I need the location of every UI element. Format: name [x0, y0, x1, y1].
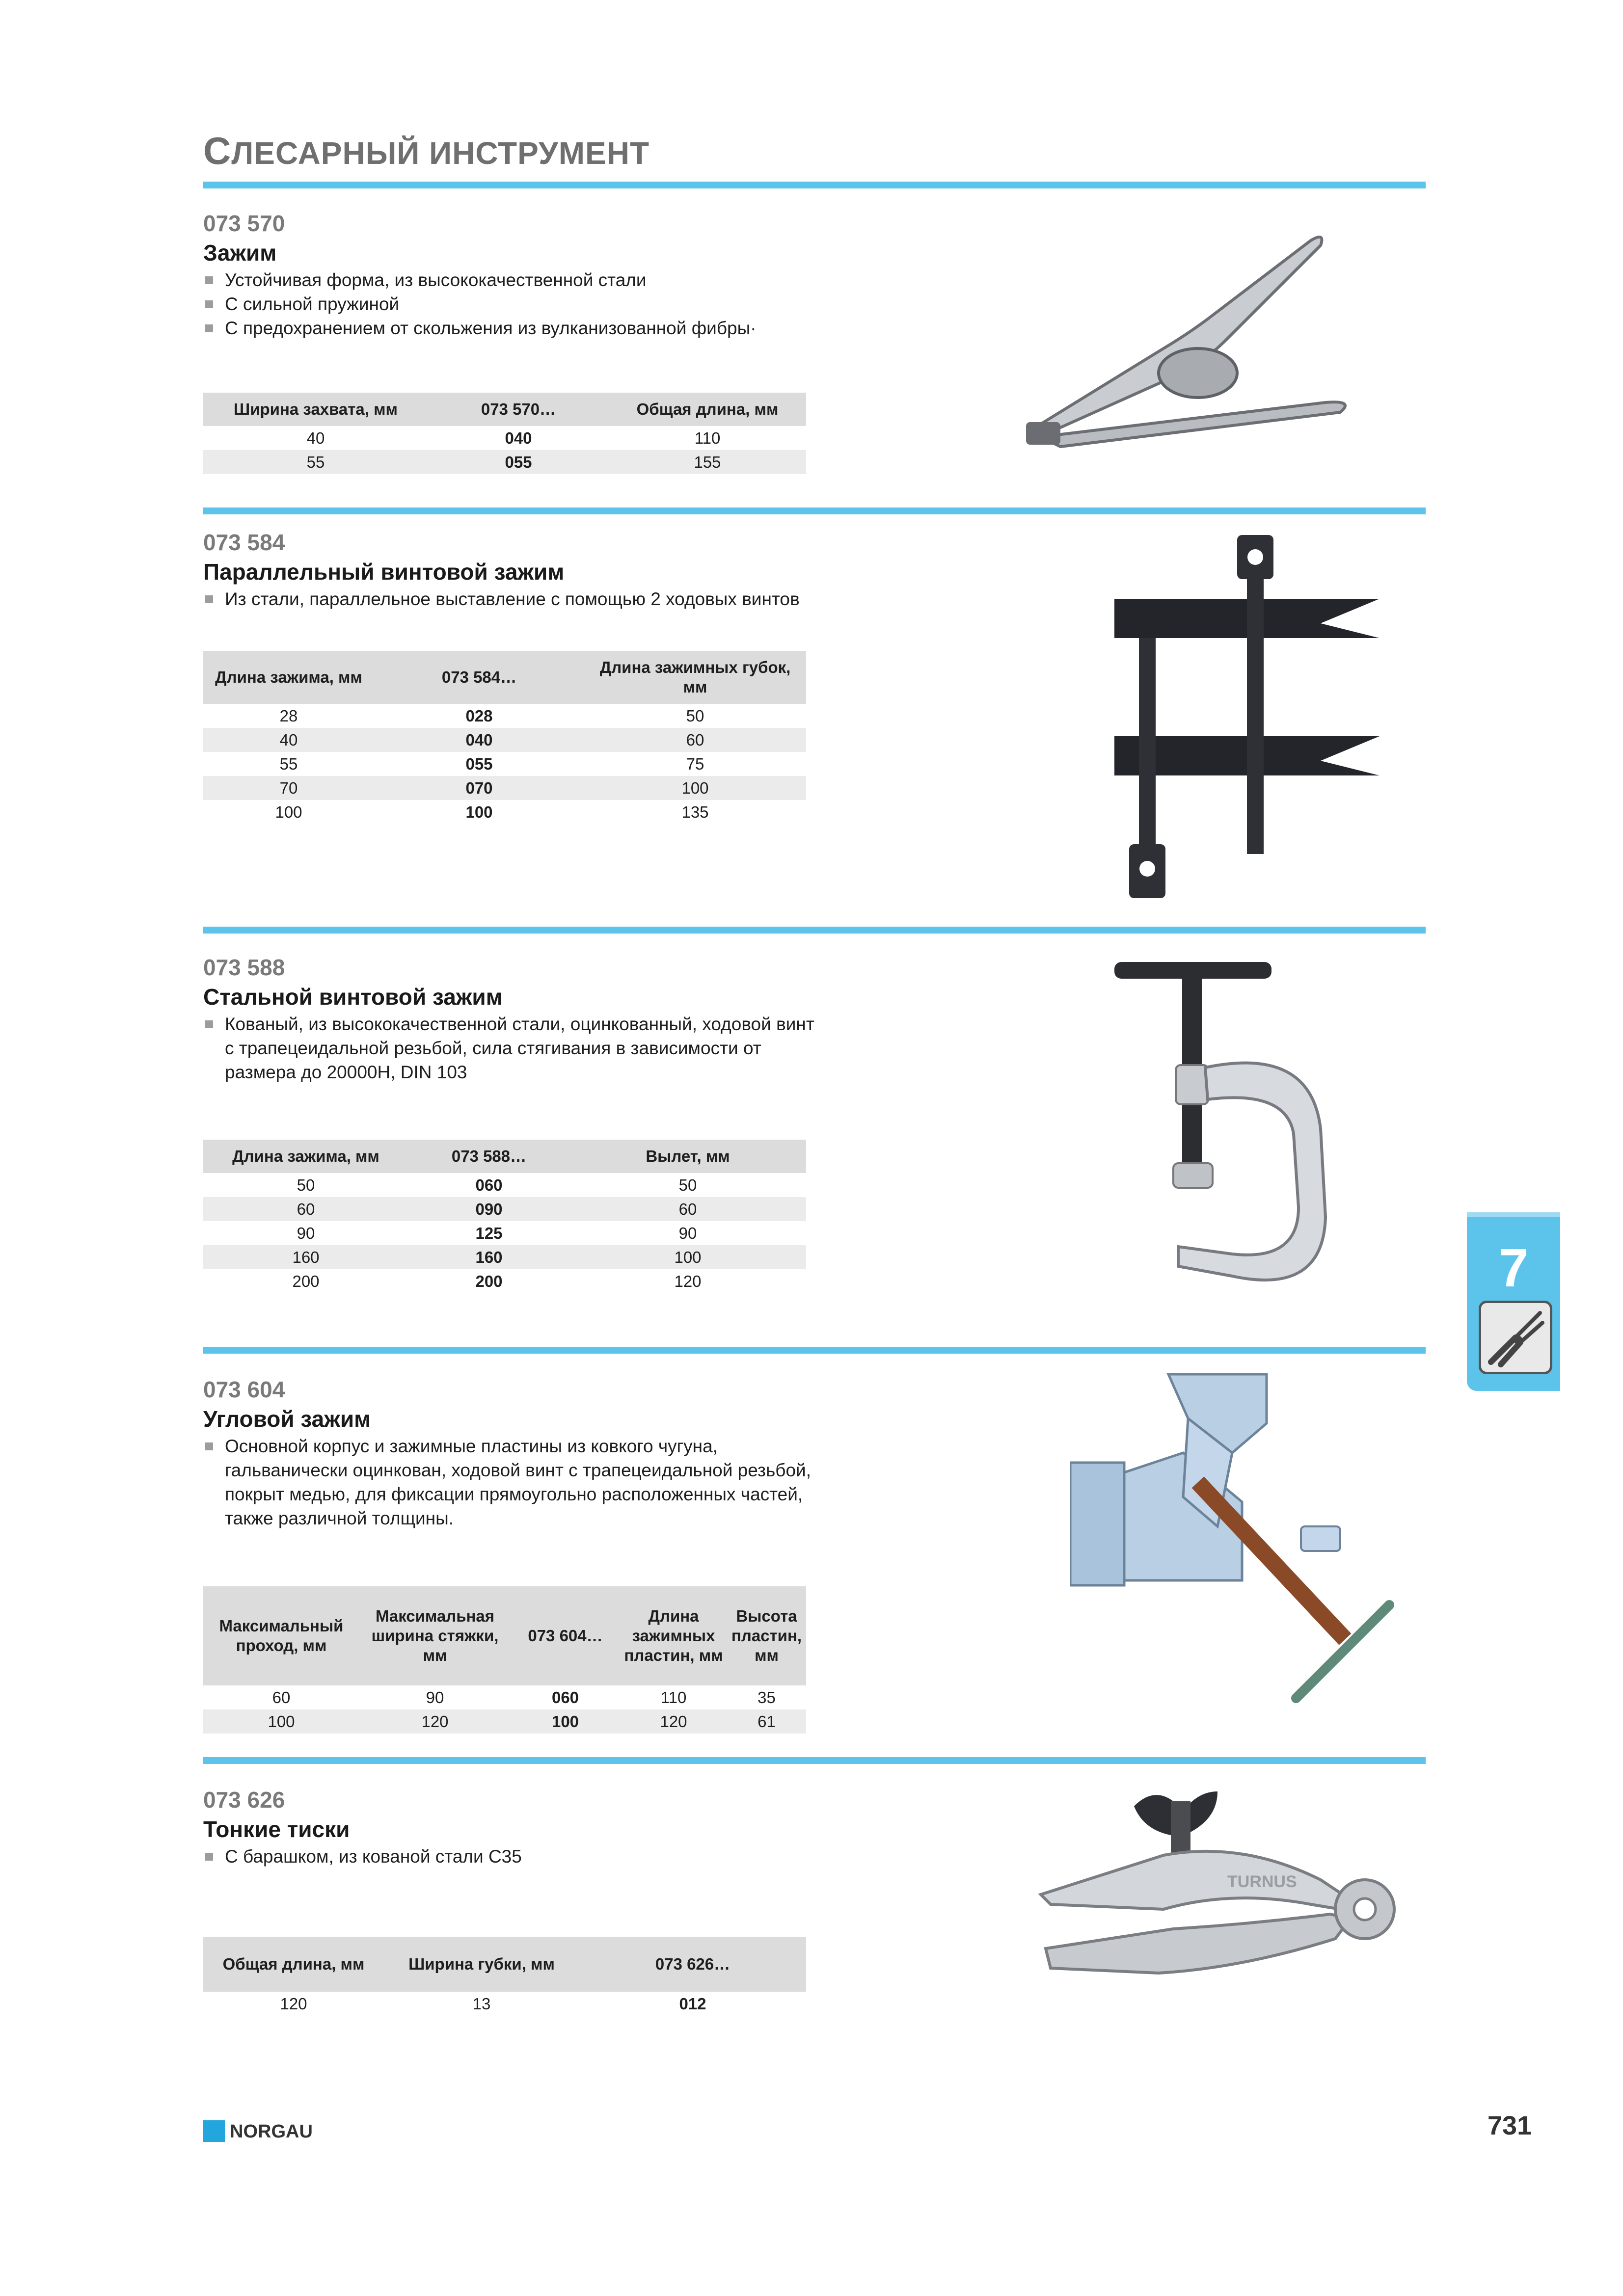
chapter-tab-edge [1467, 1212, 1560, 1217]
column-header: 073 588… [408, 1140, 569, 1173]
column-header: Общая длина, мм [609, 393, 806, 426]
table-cell: 60 [272, 1688, 291, 1707]
c-clamp-image [1105, 942, 1360, 1325]
product-code: 073 604 [203, 1377, 285, 1402]
spec-table [203, 1140, 806, 1293]
corner-clamp-image [1070, 1364, 1404, 1737]
spring-clamp-image [1021, 226, 1365, 452]
feature-list [203, 1844, 940, 1869]
table-cell: 90 [678, 1224, 697, 1242]
feature-item: Основной корпус и зажимные пластины из ковкого чугуна, гальванически оцинкован, ходовой винт с трапецеидальной резьбой, покрыт медью, для фиксации прямоугольно расположенных частей, также различной толщины. [203, 1434, 822, 1530]
feature-item: С барашком, из кованой стали С35 [203, 1844, 940, 1869]
brand-stamp: TURNUS [1227, 1872, 1297, 1891]
column-header: 073 570… [428, 393, 609, 426]
section-divider [203, 507, 1426, 514]
table-cell: 120 [674, 1272, 702, 1290]
table-cell: 040 [374, 728, 584, 752]
column-header: Длина зажима, мм [203, 651, 374, 704]
column-header: 073 604… [511, 1586, 620, 1685]
table-cell: 55 [203, 450, 428, 474]
table-cell: 110 [694, 428, 721, 447]
table-cell: 090 [408, 1197, 569, 1221]
table-row [203, 1221, 806, 1245]
hand-vise-image [1036, 1782, 1409, 2017]
brand-logo-mark [203, 2120, 225, 2142]
table-cell: 040 [505, 428, 532, 447]
column-header: Максимальный проход, мм [203, 1586, 359, 1685]
table-row [203, 1685, 806, 1709]
table-row [203, 1709, 806, 1734]
table-cell: 50 [678, 1175, 697, 1194]
page-number: 731 [1488, 2111, 1532, 2140]
table-cell: 125 [475, 1224, 503, 1242]
table-cell: 070 [374, 776, 584, 800]
table-row [203, 426, 806, 450]
feature-list [203, 268, 940, 340]
page-title: СЛЕСАРНЫЙ ИНСТРУМЕНТ [203, 129, 650, 172]
table-cell: 90 [297, 1224, 315, 1242]
table-cell: 60 [203, 1197, 408, 1221]
table-cell: 200 [475, 1272, 503, 1290]
table-row [203, 728, 806, 752]
table-cell: 40 [306, 428, 325, 447]
table-cell: 160 [203, 1245, 408, 1269]
table-cell: 60 [569, 1197, 806, 1221]
table-cell: 110 [660, 1688, 687, 1707]
table-row [203, 1197, 806, 1221]
table-cell: 012 [679, 1994, 706, 2013]
table-cell: 40 [203, 728, 374, 752]
feature-item: С сильной пружиной [203, 292, 940, 316]
table-row [203, 1269, 806, 1293]
table-cell: 060 [551, 1688, 579, 1707]
table-cell: 028 [465, 706, 493, 725]
spec-table [203, 651, 806, 824]
table-cell: 060 [475, 1175, 503, 1194]
table-cell: 100 [569, 1245, 806, 1269]
table-cell: 100 [203, 1709, 359, 1734]
table-cell: 35 [757, 1688, 776, 1707]
parallel-clamp-image [1114, 530, 1389, 913]
table-cell: 100 [511, 1709, 620, 1734]
table-cell: 100 [584, 776, 806, 800]
product-code: 073 588 [203, 955, 285, 980]
table-cell: 75 [686, 754, 704, 773]
table-cell: 120 [620, 1709, 727, 1734]
table-cell: 28 [279, 706, 298, 725]
table-row [203, 1173, 806, 1197]
column-header: Длина зажимных губок, мм [584, 651, 806, 704]
product-code: 073 626 [203, 1787, 285, 1813]
pliers-icon [1479, 1301, 1552, 1374]
product-name: Стальной винтовой зажим [203, 984, 503, 1010]
feature-item: С предохранением от скольжения из вулканизованной фибры· [203, 316, 940, 340]
table-cell: 055 [428, 450, 609, 474]
table-row [203, 800, 806, 824]
table-row [203, 450, 806, 474]
table-cell: 120 [359, 1709, 511, 1734]
feature-list [203, 1012, 822, 1084]
spec-table [203, 1937, 806, 2016]
table-row [203, 1992, 806, 2016]
table-row [203, 1245, 806, 1269]
column-header: Ширина губки, мм [384, 1937, 579, 1992]
feature-list [203, 1434, 822, 1530]
section-divider [203, 1347, 1426, 1354]
column-header: Общая длина, мм [203, 1937, 384, 1992]
feature-list [203, 587, 940, 611]
section-divider [203, 927, 1426, 934]
column-header: Ширина захвата, мм [203, 393, 428, 426]
table-cell: 55 [279, 754, 298, 773]
chapter-number: 7 [1498, 1238, 1529, 1298]
table-cell: 90 [426, 1688, 444, 1707]
product-name: Зажим [203, 240, 277, 266]
table-cell: 50 [297, 1175, 315, 1194]
table-row [203, 752, 806, 776]
column-header: 073 584… [374, 651, 584, 704]
table-row [203, 704, 806, 728]
spec-table [203, 1586, 806, 1734]
table-cell: 155 [609, 450, 806, 474]
column-header: Максимальная ширина стяжки, мм [359, 1586, 511, 1685]
table-cell: 135 [681, 802, 709, 821]
column-header: Длина зажима, мм [203, 1140, 408, 1173]
feature-item: Из стали, параллельное выставление с помощью 2 ходовых винтов [203, 587, 940, 611]
table-cell: 100 [465, 802, 493, 821]
product-name: Тонкие тиски [203, 1816, 350, 1842]
column-header: 073 626… [579, 1937, 806, 1992]
column-header: Вылет, мм [569, 1140, 806, 1173]
table-cell: 70 [203, 776, 374, 800]
header-rule [203, 182, 1426, 188]
table-cell: 055 [465, 754, 493, 773]
product-name: Угловой зажим [203, 1406, 371, 1432]
table-row [203, 776, 806, 800]
table-cell: 200 [292, 1272, 320, 1290]
table-cell: 100 [275, 802, 302, 821]
product-code: 073 584 [203, 530, 285, 555]
table-cell: 13 [472, 1994, 491, 2013]
table-cell: 120 [280, 1994, 307, 2013]
product-name: Параллельный винтовой зажим [203, 559, 565, 585]
feature-item: Устойчивая форма, из высококачественной стали [203, 268, 940, 292]
feature-item: Кованый, из высококачественной стали, оцинкованный, ходовой винт с трапецеидальной резьбой, сила стягивания в зависимости от размера до 20000H, DIN 103 [203, 1012, 822, 1084]
section-divider [203, 1757, 1426, 1764]
spec-table [203, 393, 806, 474]
brand-name: NORGAU [230, 2121, 313, 2142]
table-cell: 60 [584, 728, 806, 752]
table-cell: 160 [408, 1245, 569, 1269]
table-cell: 50 [686, 706, 704, 725]
column-header: Длина зажимных пластин, мм [620, 1586, 727, 1685]
column-header: Высота пластин, мм [727, 1586, 806, 1685]
table-cell: 61 [727, 1709, 806, 1734]
product-code: 073 570 [203, 211, 285, 236]
